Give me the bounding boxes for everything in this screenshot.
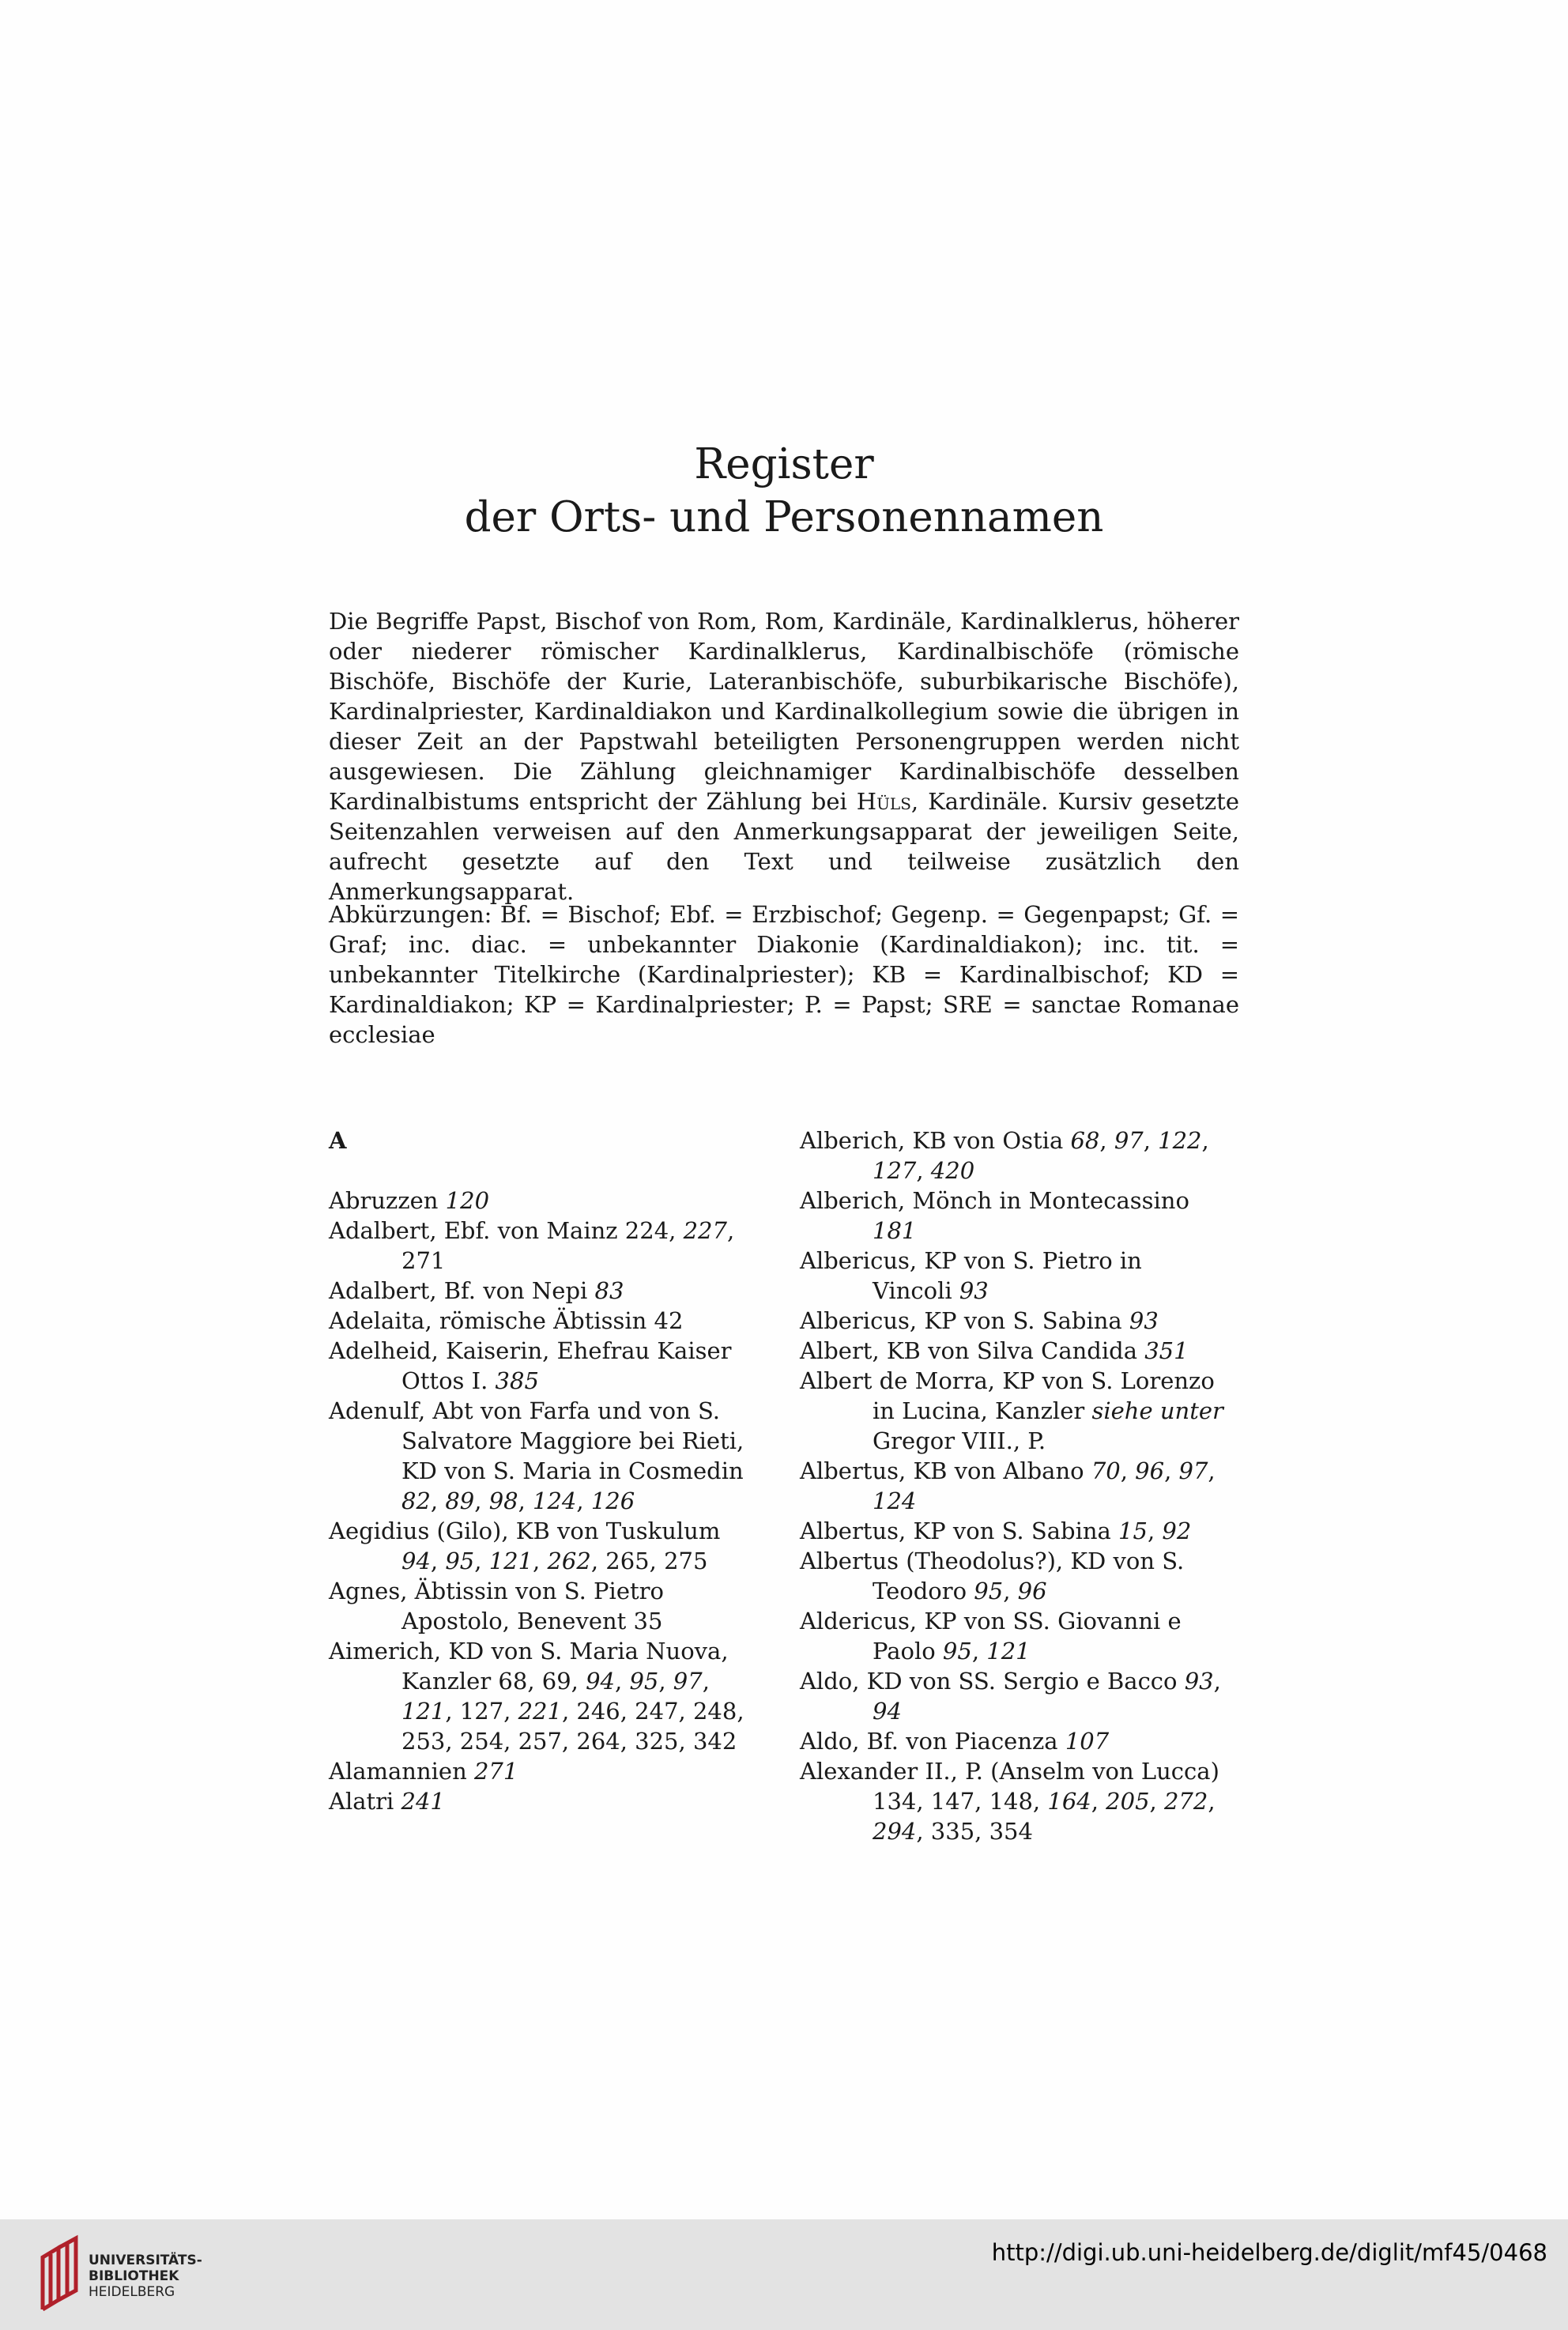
index-entry-italic-ref: 271 [473, 1758, 518, 1785]
index-entry-italic-ref: siehe unter [1091, 1397, 1223, 1424]
index-entry [329, 1336, 756, 1396]
index-entry-text: Adenulf, Abt von Farfa und von S. Salvatore Maggiore bei Rieti, KD von S. Maria in Cosmedin [329, 1397, 744, 1484]
index-entry-text: , [518, 1487, 533, 1514]
index-entry-text: , [1208, 1457, 1216, 1484]
index-entry [800, 1516, 1227, 1546]
index-entry-text: , [1164, 1457, 1179, 1484]
index-entry-italic-ref: 120 [445, 1187, 490, 1214]
index-entry-text: Agnes, Äbtissin von S. Pietro Apostolo, Benevent 35 [329, 1578, 664, 1634]
page-title: Register [694, 440, 874, 488]
index-column-left [329, 1125, 756, 1816]
index-entry [800, 1246, 1227, 1306]
index-entry-italic-ref: 205 [1106, 1788, 1150, 1815]
index-entry-text: Aldericus, KP von SS. Giovanni e Paolo [800, 1608, 1182, 1665]
index-entry-italic-ref: 15 [1118, 1518, 1148, 1544]
index-entry-italic-ref: 124 [873, 1487, 917, 1514]
index-entry-italic-ref: 94 [873, 1698, 902, 1725]
index-entry-italic-ref: 107 [1065, 1728, 1110, 1755]
index-entry [329, 1276, 756, 1306]
index-entry-italic-ref: 95 [629, 1668, 659, 1695]
index-entry-text: Albericus, KP von S. Sabina [800, 1307, 1129, 1334]
index-entry-italic-ref: 82 [401, 1487, 431, 1514]
index-entry [329, 1396, 756, 1516]
index-entry-text: Adelheid, Kaiserin, Ehefrau Kaiser Ottos I. [329, 1337, 732, 1394]
index-entry-italic-ref: 97 [1178, 1457, 1208, 1484]
index-entry-italic-ref: 93 [1184, 1668, 1214, 1695]
index-entry-italic-ref: 122 [1158, 1127, 1202, 1154]
index-entry-text: , [1099, 1127, 1114, 1154]
index-entries-right [800, 1125, 1227, 1846]
intro-paragraph [329, 606, 1239, 907]
index-entry [800, 1366, 1227, 1456]
index-entry-text: Albertus (Theodolus?), KD von S. Teodoro [800, 1548, 1185, 1604]
index-entry [800, 1546, 1227, 1606]
index-entry-text: , [474, 1548, 489, 1574]
index-column-right [800, 1125, 1227, 1846]
index-entry-text: , [916, 1157, 931, 1184]
index-entry-text: , [1091, 1788, 1106, 1815]
index-entry-italic-ref: 98 [488, 1487, 518, 1514]
index-entry-text: Alberich, Mönch in Montecassino [800, 1187, 1189, 1214]
logo-line-1: UNIVERSITÄTS- [89, 2253, 202, 2268]
index-entry [800, 1186, 1227, 1246]
index-entry-italic-ref: 241 [401, 1788, 445, 1815]
index-entry-italic-ref: 181 [873, 1217, 917, 1244]
index-entry-text: Aimerich, KD von S. Maria Nuova, Kanzler 68, 69, [329, 1638, 729, 1695]
index-entry-italic-ref: 70 [1091, 1457, 1121, 1484]
index-entry [800, 1606, 1227, 1666]
page-subtitle: der Orts- und Personennamen [464, 493, 1104, 541]
index-entry-italic-ref: 68 [1070, 1127, 1100, 1154]
index-entry [329, 1216, 756, 1276]
index-entry-text: , [430, 1487, 446, 1514]
index-entry [329, 1636, 756, 1756]
index-entries-left [329, 1186, 756, 1816]
index-entry-text: , [1147, 1518, 1163, 1544]
index-entry-italic-ref: 97 [673, 1668, 703, 1695]
index-entry-text: Adalbert, Bf. von Nepi [329, 1277, 595, 1304]
logo-line-3: HEIDELBERG [89, 2284, 175, 2300]
library-logo-icon[interactable] [40, 2234, 81, 2313]
index-entry-italic-ref: 93 [959, 1277, 989, 1304]
index-entry-italic-ref: 92 [1162, 1518, 1192, 1544]
intro-text: Die Begriffe Papst, Bischof von Rom, Rom, Kardinäle, Kardinalklerus, höherer oder niederer römischer Kardinalklerus, Kardinalbischöfe (römische Bischöfe, Bischöfe der Kurie, Lateranbischöfe, suburbikarische Bischöfe), Kardinalpriester, Kardinaldiakon und Kardinalkollegium sowie die übrigen in dieser Zeit an der Papstwahl beteiligten Personengruppen werden nicht ausgewiesen. Die Zählung gleichnamiger Kardinalbischöfe desselben Kardinalbistums entspricht der Zählung bei [329, 608, 1239, 815]
index-entry-italic-ref: 121 [401, 1698, 446, 1725]
abbreviations-paragraph: Abkürzungen: Bf. = Bischof; Ebf. = Erzbischof; Gegenp. = Gegenpapst; Gf. = Graf; inc. diac. = unbekannter Diakonie (Kardinaldiakon); inc. tit. = unbekannter Titelkirche (Kardinalpriester); KB = Kardinalbischof; KD = Kardinaldiakon; KP = Kardinalpriester; P. = Papst; SRE = sanctae Romanae ecclesiae [329, 901, 1239, 1048]
index-entry-italic-ref: 124 [533, 1487, 577, 1514]
index-entry-text: Albericus, KP von S. Pietro in Vincoli [800, 1247, 1142, 1304]
index-entry-text: Alatri [329, 1788, 401, 1815]
index-entry-text: Albertus, KP von S. Sabina [800, 1518, 1119, 1544]
index-entry-text: Alexander II., P. (Anselm von Lucca) 134, 147, 148, [800, 1758, 1219, 1815]
logo-line-2: BIBLIOTHEK [89, 2268, 179, 2284]
index-entry-text: Alberich, KB von Ostia [800, 1127, 1071, 1154]
index-entry-text: , 271 [401, 1217, 735, 1274]
index-entry-text: Albert de Morra, KP von S. Lorenzo in Lucina, Kanzler [800, 1367, 1215, 1424]
index-entry [329, 1756, 756, 1786]
index-entry-text: Adalbert, Ebf. von Mainz 224, [329, 1217, 684, 1244]
source-url-link[interactable]: http://digi.ub.uni-heidelberg.de/diglit/mf45/0468 [991, 2239, 1547, 2266]
index-entry-italic-ref: 227 [683, 1217, 727, 1244]
index-entry-italic-ref: 96 [1135, 1457, 1165, 1484]
index-entry-italic-ref: 94 [586, 1668, 616, 1695]
index-entry-italic-ref: 94 [401, 1548, 431, 1574]
index-entry-italic-ref: 221 [518, 1698, 562, 1725]
index-entry-text: Adelaita, römische Äbtissin 42 [329, 1307, 684, 1334]
index-entry-italic-ref: 385 [495, 1367, 539, 1394]
index-entry-text: , [658, 1668, 673, 1695]
index-entry-text: Abruzzen [329, 1187, 446, 1214]
index-entry [329, 1576, 756, 1636]
index-entry-text: , [1149, 1788, 1164, 1815]
library-logo-text [89, 2253, 202, 2300]
index-entry-italic-ref: 95 [974, 1578, 1004, 1604]
index-entry-italic-ref: 93 [1129, 1307, 1159, 1334]
intro-author: Hüls [856, 788, 911, 815]
index-entry-italic-ref: 262 [547, 1548, 591, 1574]
index-entry-italic-ref: 95 [445, 1548, 475, 1574]
index-entry-text: Albert, KB von Silva Candida [800, 1337, 1145, 1364]
index-entry-italic-ref: 96 [1017, 1578, 1047, 1604]
index-entry [329, 1516, 756, 1576]
index-entry-text: , [971, 1638, 987, 1665]
index-entry [800, 1666, 1227, 1726]
index-entry-italic-ref: 121 [488, 1548, 533, 1574]
index-entry-text: , [1003, 1578, 1018, 1604]
index-entry-italic-ref: 95 [942, 1638, 972, 1665]
index-entry-text: , [1213, 1668, 1221, 1695]
index-entry-text: , 335, 354 [916, 1818, 1033, 1845]
index-entry-text: Aegidius (Gilo), KB von Tuskulum [329, 1518, 721, 1544]
intro-text-rest: , Kardinäle. Kursiv gesetzte Seitenzahlen verweisen auf den Anmerkungsapparat der jeweiligen Seite, aufrecht gesetzte auf den Text und teilweise zusätzlich den Anmerkungsapparat. [329, 788, 1239, 905]
index-entry-italic-ref: 97 [1114, 1127, 1144, 1154]
index-entry [800, 1306, 1227, 1336]
index-entry-text: Alamannien [329, 1758, 474, 1785]
index-entry [800, 1125, 1227, 1186]
index-entry-text: , [1143, 1127, 1159, 1154]
index-entry-text: , [1120, 1457, 1136, 1484]
index-entry-italic-ref: 126 [590, 1487, 635, 1514]
index-entry-text: , [1201, 1127, 1209, 1154]
index-entry [800, 1726, 1227, 1756]
index-entry-text: , [615, 1668, 630, 1695]
index-entry-italic-ref: 351 [1144, 1337, 1189, 1364]
index-entry-text: , [576, 1487, 591, 1514]
index-entry [329, 1786, 756, 1816]
index-entry-italic-ref: 89 [445, 1487, 475, 1514]
index-entry-italic-ref: 294 [873, 1818, 917, 1845]
index-entry-text: , [533, 1548, 548, 1574]
index-entry-italic-ref: 420 [930, 1157, 975, 1184]
index-entry-text: Gregor VIII., P. [873, 1427, 1046, 1454]
index-entry [800, 1756, 1227, 1846]
index-entry-text: , [1208, 1788, 1216, 1815]
index-entry [800, 1336, 1227, 1366]
index-entry-italic-ref: 83 [594, 1277, 624, 1304]
index-entry-italic-ref: 272 [1163, 1788, 1208, 1815]
index-entry-text: , 265, 275 [590, 1548, 708, 1574]
index-entry-italic-ref: 121 [986, 1638, 1031, 1665]
index-entry-italic-ref: 164 [1047, 1788, 1091, 1815]
index-entry-text: , [702, 1668, 710, 1695]
index-entry-text: Aldo, Bf. von Piacenza [800, 1728, 1065, 1755]
index-entry-text: , [474, 1487, 489, 1514]
index-entry [800, 1456, 1227, 1516]
index-entry-text: , 246, 247, 248, 253, 254, 257, 264, 325, 342 [401, 1698, 744, 1755]
index-letter-heading: A [329, 1127, 347, 1154]
index-entry-text: , [430, 1548, 446, 1574]
index-entry-italic-ref: 127 [873, 1157, 917, 1184]
index-entry-text: Albertus, KB von Albano [800, 1457, 1091, 1484]
index-entry [329, 1186, 756, 1216]
index-entry [329, 1306, 756, 1336]
index-entry-text: Aldo, KD von SS. Sergio e Bacco [800, 1668, 1185, 1695]
index-entry-text: , 127, [445, 1698, 518, 1725]
